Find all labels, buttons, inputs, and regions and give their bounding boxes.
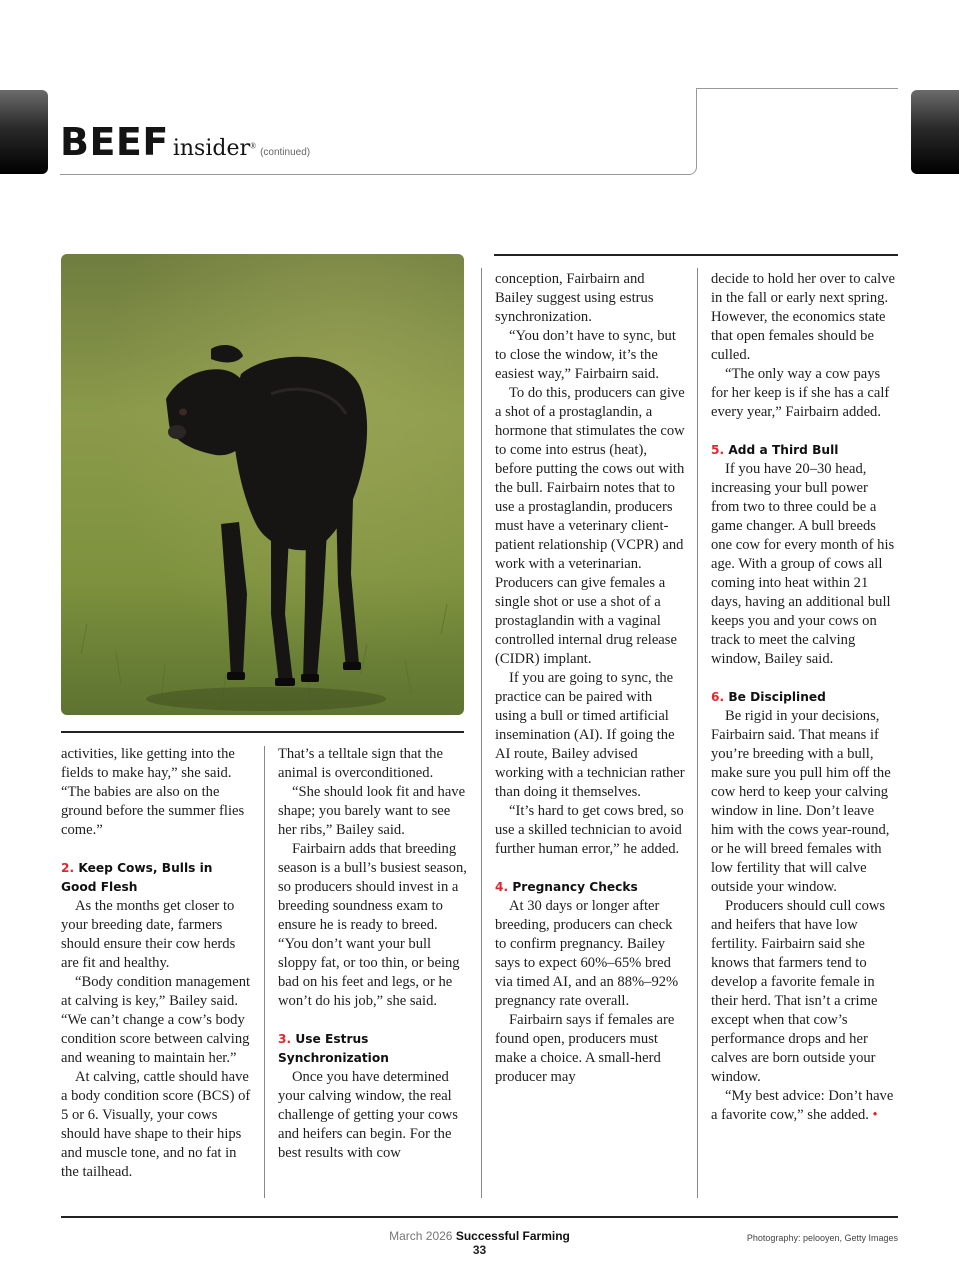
issue-date: March 2026 xyxy=(389,1229,453,1243)
paragraph: “Body condition management at calving is key,” Bailey said. “We can’t change a cow’s body condition score between calving and weaning to maintain her.” xyxy=(61,974,251,1066)
paragraph: “You don’t have to sync, but to close the window, it’s the easiest way,” Fairbairn said. xyxy=(495,328,676,382)
article-column-2 xyxy=(278,745,468,1163)
continued-label: (continued) xyxy=(260,147,311,158)
paragraph: “My best advice: Don’t have a favorite cow,” she added. • xyxy=(711,1088,894,1123)
black-calf-photo-icon xyxy=(61,254,464,715)
left-page-tab xyxy=(0,90,48,174)
column-divider xyxy=(481,268,482,1198)
paragraph: “She should look fit and have shape; you barely want to see her ribs,” Bailey said. xyxy=(278,784,466,838)
paragraph: Fairbairn says if females are found open, producers must make a choice. A small-herd producer may xyxy=(495,1012,675,1085)
column-top-rule xyxy=(494,254,898,256)
paragraph: “The only way a cow pays for her keep is if she has a calf every year,” Fairbairn added. xyxy=(711,366,890,420)
paragraph: At calving, cattle should have a body condition score (BCS) of 5 or 6. Visually, your cows should have shape to their hips and muscle tone, and no fat in the tailhead. xyxy=(61,1069,251,1180)
paragraph: If you have 20–30 head, increasing your bull power from two to three could be a game changer. A bull breeds one cow for every month of his age. With a group of cows all coming into heat within 21 days, having an additional bull keeps you and your cows on track to meet the calving window, Bailey said. xyxy=(711,461,895,667)
paragraph: Producers should cull cows and heifers that have low fertility. Fairbairn said she knows that farmers tend to develop a favorite female in their herd. That isn’t a crime except when that cow’s performance drops and her calves are born outside your window. xyxy=(711,898,886,1085)
column-divider xyxy=(697,268,698,1198)
paragraph: Be rigid in your decisions, Fairbairn said. That means if you’re breeding with a bull, make sure you pull him off the cow herd to keep your calving window in line. Don’t leave him with the cows year-round, or he will breed females with low fertility that will calve outside your window. xyxy=(711,708,891,895)
paragraph: If you are going to sync, the practice can be paired with using a bull or timed artificial insemination (AI). If going the AI route, Bailey advised working with a technician rather than doing it themselves. xyxy=(495,670,685,800)
magazine-name: Successful Farming xyxy=(455,1229,570,1243)
paragraph: activities, like getting into the fields to make hay,” she said. “The babies are also on the ground before the summer flies come.” xyxy=(61,746,245,838)
section-name: BEEF xyxy=(60,120,169,164)
paragraph: decide to hold her over to calve in the fall or early next spring. However, the economics state that open females should be culled. xyxy=(711,271,895,363)
paragraph: As the months get closer to your breeding date, farmers should ensure their cow herds are fit and healthy. xyxy=(61,898,236,971)
subheading-third-bull: 5. Add a Third Bull xyxy=(711,443,839,457)
header-top-rule xyxy=(696,88,898,89)
paragraph: At 30 days or longer after breeding, producers can check to confirm pregnancy. Bailey says to expect 60%–65% bred via timed AI, and an 88%–92% pregnancy rate overall. xyxy=(495,898,679,1009)
paragraph: That’s a telltale sign that the animal is overconditioned. xyxy=(278,746,443,781)
paragraph: Once you have determined your calving window, the real challenge of getting your cows and heifers can begin. For the best results with cow xyxy=(278,1069,458,1161)
subheading-pregnancy-checks: 4. Pregnancy Checks xyxy=(495,880,638,894)
page-number: 33 xyxy=(472,1243,487,1257)
paragraph: To do this, producers can give a shot of a prostaglandin, a hormone that stimulates the cow to come into estrus (heat), before putting the cows out with the bull. Fairbairn notes that to use a prostaglandin, producers must have a veterinary client-patient relationship (VCPR) and work with a veterinarian. Producers can give females a single shot or use a shot of a prostaglandin with a vaginal controlled internal drug release (CIDR) implant. xyxy=(495,385,685,667)
subheading-estrus-sync: 3. Use Estrus Synchronization xyxy=(278,1032,389,1065)
photo-bottom-rule xyxy=(61,731,464,733)
end-mark: • xyxy=(872,1107,878,1123)
calf-photo xyxy=(61,254,464,715)
article-column-3 xyxy=(495,270,685,1087)
paragraph: “It’s hard to get cows bred, so use a skilled technician to avoid further human error,” he added. xyxy=(495,803,684,857)
trademark-symbol: ® xyxy=(250,141,257,151)
photo-credit: Photography: pelooyen, Getty Images xyxy=(746,1233,898,1243)
subheading-be-disciplined: 6. Be Disciplined xyxy=(711,690,826,704)
paragraph: Fairbairn adds that breeding season is a bull’s busiest season, so producers should invest in a breeding soundness exam to ensure he is ready to breed. “You don’t want your bull sloppy fat, or too thin, or being bad on his feet and legs, or he won’t do his job,” she said. xyxy=(278,841,467,1009)
subsection-name: insider xyxy=(172,136,250,161)
section-title xyxy=(60,120,310,164)
article-column-4 xyxy=(711,270,899,1125)
right-page-tab xyxy=(911,90,959,174)
footer-rule xyxy=(61,1216,898,1218)
article-column-1 xyxy=(61,745,251,1182)
paragraph: conception, Fairbairn and Bailey suggest using estrus synchronization. xyxy=(495,271,654,325)
column-divider xyxy=(264,746,265,1198)
subheading-keep-cows: 2. Keep Cows, Bulls in Good Flesh xyxy=(61,861,213,894)
